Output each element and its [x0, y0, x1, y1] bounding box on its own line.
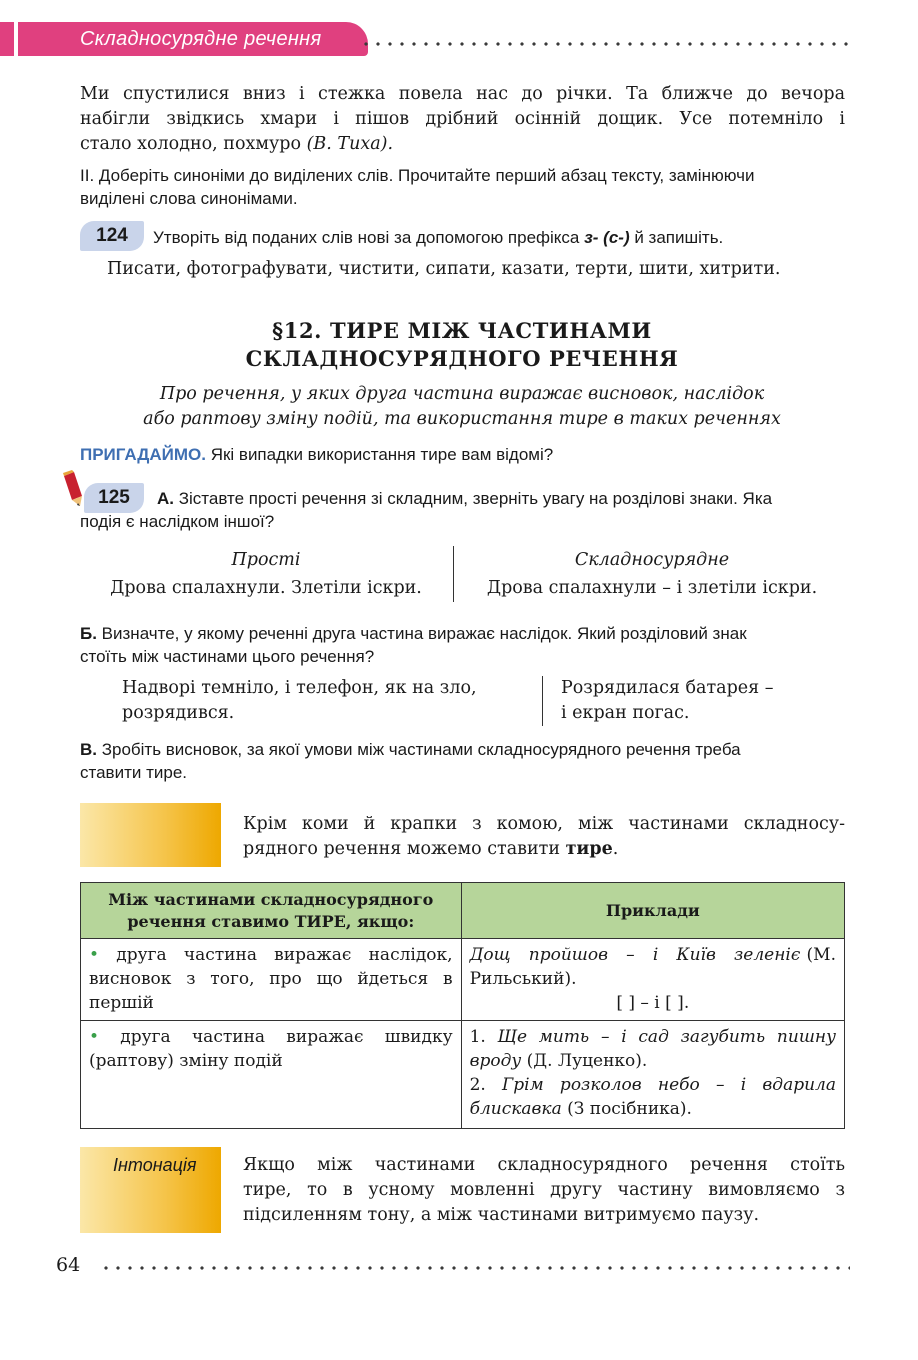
intro-author: (В. Тиха). — [306, 134, 394, 154]
table-header-row — [81, 883, 845, 939]
ex125-v — [80, 738, 845, 784]
intro-paragraph — [80, 82, 845, 157]
ex125-b-line-2: стоїть між частинами цього речення? — [80, 647, 375, 666]
row2-example — [461, 1021, 844, 1129]
intro-line-2: набігли звідкись хмари і пішов дрібний осінній дощик. Усе потемніло і — [80, 109, 845, 129]
intro-line-3 — [80, 132, 845, 157]
ex125-v-line-2: ставити тире. — [80, 763, 187, 782]
task-2 — [80, 164, 845, 210]
intonation-line-3: підсиленням тону, а між частинами витримуємо паузу. — [243, 1205, 760, 1225]
ex125-v-text: Зробіть висновок, за якої умови між частинами складносурядного речення треба — [97, 740, 741, 759]
exercise-124-badge: 124 — [80, 221, 144, 251]
intro-line-1: Ми спустилися вниз і стежка повела нас до річки. Та ближче до вечора — [80, 84, 845, 104]
rule-box-text — [243, 812, 845, 862]
head-condition-line-1: Між частинами складносурядного — [108, 889, 434, 909]
simple-sentences-heading: Прості — [231, 550, 301, 570]
ex125-a-line-2: подія є наслідком іншої? — [80, 512, 275, 531]
table-head-condition — [81, 883, 462, 939]
intonation-text — [243, 1153, 845, 1228]
section-title-line-1: §12. ТИРЕ МІЖ ЧАСТИНАМИ — [272, 318, 652, 343]
b-right-line-1: Розрядилася батарея – — [561, 678, 774, 698]
chapter-header: Складносурядне речення — [18, 22, 368, 56]
remember-label: ПРИГАДАЙМО. — [80, 445, 206, 464]
b-right-line-2: і екран погас. — [561, 703, 690, 723]
row1-scheme: [ ] – і [ ]. — [616, 993, 690, 1013]
ex125-b — [80, 622, 845, 668]
table-row — [81, 1021, 845, 1129]
row2-ex2-author: (З посібника). — [561, 1099, 692, 1119]
rule-box-marker — [80, 803, 221, 867]
ex125-b-left-sentence — [122, 676, 532, 726]
row1-example-author: (М. Рильський). — [469, 945, 836, 989]
compound-sentence-heading: Складносурядне — [574, 550, 730, 570]
rules-table — [80, 882, 845, 1129]
row2-ex1-num: 1. — [469, 1027, 498, 1047]
ex125-a-label: А. — [157, 489, 174, 508]
ex125-b-right-sentence — [561, 676, 841, 726]
row2-ex1-author: (Д. Луценко). — [521, 1051, 648, 1071]
row2-condition-text: друга частина виражає швидку (раптову) зміну подій — [89, 1027, 453, 1071]
page-number: 64 — [56, 1254, 81, 1276]
rule-bold-word: тире — [565, 839, 613, 859]
footer-dotted-rule — [100, 1265, 850, 1271]
ex125-a-line-1 — [157, 487, 845, 510]
ex125-a-text: Зіставте прості речення зі складним, зверніть увагу на розділові знаки. Яка — [174, 489, 773, 508]
row2-condition — [81, 1021, 462, 1129]
section-title-line-2: СКЛАДНОСУРЯДНОГО РЕЧЕННЯ — [245, 346, 679, 371]
intro-line-3-text: стало холодно, похмуро — [80, 134, 307, 154]
bullet-icon: • — [89, 1027, 100, 1047]
row2-ex1-italic: Ще мить – і сад загубить пишну вроду — [469, 1027, 836, 1071]
table-row — [81, 939, 845, 1021]
rule-line-2 — [243, 837, 845, 862]
task-2-line-2: виділені слова синонімами. — [80, 189, 298, 208]
row1-example — [461, 939, 844, 1021]
row2-ex2-num: 2. — [469, 1075, 503, 1095]
ex124-text-after: й запишіть. — [629, 228, 724, 247]
ex125-b-line-1 — [80, 622, 845, 645]
section-subtitle-line-1: Про речення, у яких друга частина виражає висновок, наслідок — [159, 384, 765, 404]
task-2-line-1: ІІ. Доберіть синоніми до виділених слів. Прочитайте перший абзац тексту, замінюючи — [80, 166, 755, 185]
ex125-b-label: Б. — [80, 624, 97, 643]
ex125-v-line-1 — [80, 738, 845, 761]
row1-condition-text: друга частина виражає наслідок, висновок з того, про що йдеться в першій — [89, 945, 453, 1013]
exercise-124-instruction — [153, 226, 843, 249]
bullet-icon: • — [89, 945, 100, 965]
compound-sentence-text: Дрова спалахнули – і злетіли іскри. — [486, 578, 818, 598]
remember-prompt — [80, 443, 845, 466]
ex124-prefix: з- (с-) — [584, 228, 630, 247]
header-dotted-rule — [360, 41, 848, 47]
ex125-b-text: Визначте, у якому реченні друга частина виражає наслідок. Який розділовий знак — [96, 624, 747, 643]
intonation-line-2: тире, то в усному мовленні другу частину вимовляємо з — [243, 1180, 845, 1200]
table-head-examples: Приклади — [461, 883, 844, 939]
ex125-v-label: В. — [80, 740, 97, 759]
ex124-text-before: Утворіть від поданих слів нові за допомогою префікса — [153, 228, 585, 247]
header-accent-bar — [0, 22, 14, 56]
intonation-line-1: Якщо між частинами складносурядного речення стоїть — [243, 1155, 845, 1175]
section-subtitle-line-2: або раптову зміну подій, та використання тире в таких реченнях — [143, 409, 781, 429]
row2-example-2 — [470, 1073, 836, 1121]
simple-sentences-text: Дрова спалахнули. Злетіли іскри. — [110, 578, 422, 598]
b-left-line-2: розрядився. — [122, 703, 235, 723]
intonation-label: Інтонація — [113, 1155, 197, 1175]
row2-ex2-italic: Грім розколов небо – і вдарила блискавка — [469, 1075, 837, 1119]
rule-line-2-end: . — [612, 839, 619, 859]
remember-text: Які випадки використання тире вам відомі? — [205, 445, 554, 464]
head-condition-line-2: речення ставимо ТИРЕ, якщо: — [127, 911, 415, 931]
exercise-125-badge: 125 — [84, 483, 144, 513]
exercise-124-words: Писати, фотографувати, чистити, сипати, казати, терти, шити, хитрити. — [107, 259, 781, 279]
row1-condition — [81, 939, 462, 1021]
row1-example-italic: Дощ пройшов – і Київ зеленіє — [469, 945, 801, 965]
rule-line-2-text: рядного речення можемо ставити — [243, 839, 566, 859]
rule-line-1: Крім коми й крапки з комою, між частинами складносу- — [243, 814, 845, 834]
comparison-divider — [453, 546, 454, 602]
row2-example-1 — [470, 1025, 836, 1073]
b-divider — [542, 676, 543, 726]
b-left-line-1: Надворі темніло, і телефон, як на зло, — [122, 678, 477, 698]
